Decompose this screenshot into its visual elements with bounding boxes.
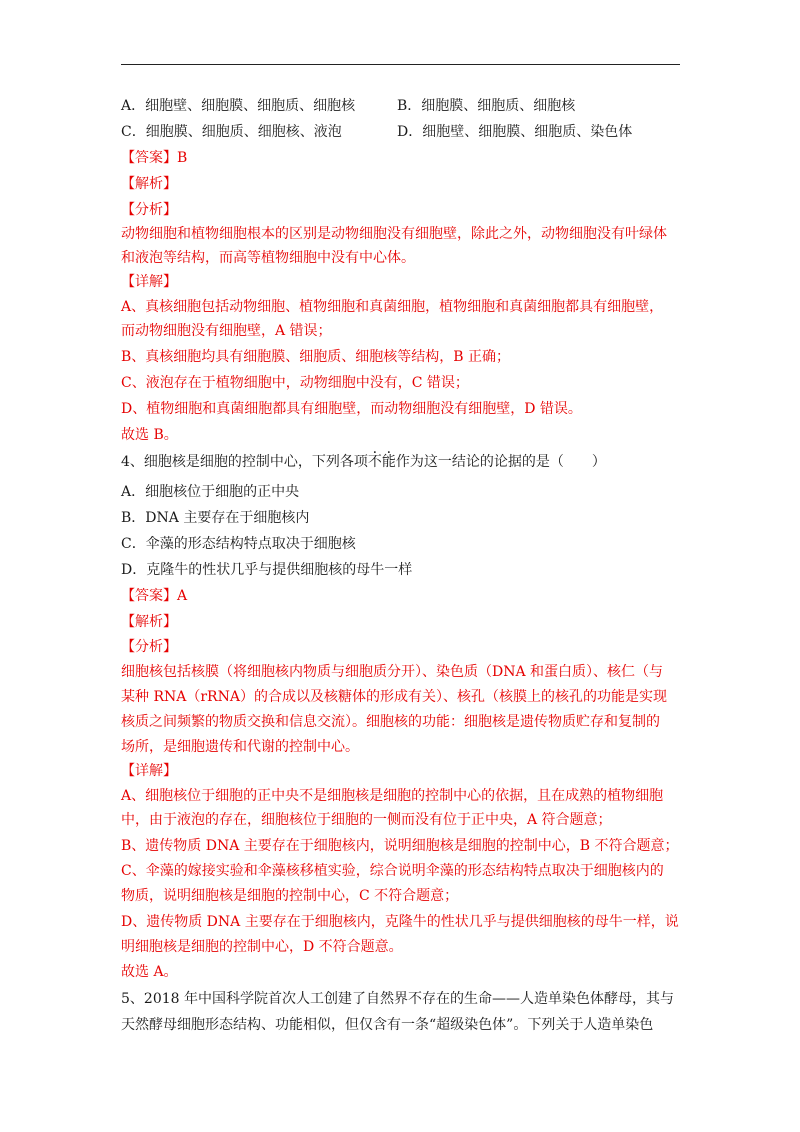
- q4-option-a: A．细胞核位于细胞的正中央: [121, 484, 300, 500]
- q3-xiangjie-tag: 【详解】: [121, 274, 177, 290]
- q3-option-c: C．细胞膜、细胞质、细胞核、液泡: [121, 124, 342, 140]
- q3-detail-line: D、植物细胞和真菌细胞都具有细胞壁，而动物细胞没有细胞壁，D 错误。: [121, 401, 582, 417]
- q4-detail-line: 明细胞核是细胞的控制中心，D 不符合题意。: [121, 939, 403, 955]
- q3-analysis-line: 动物细胞和植物细胞根本的区别是动物细胞没有细胞壁，除此之外，动物细胞没有叶绿体: [121, 226, 667, 242]
- q4-stem-emphasis: 不: [367, 454, 382, 470]
- q4-analysis-line: 细胞核包括核膜（将细胞核内物质与细胞质分开）、染色质（DNA 和蛋白质）、核仁（与: [121, 664, 664, 680]
- q4-fenxi-tag: 【分析】: [121, 639, 177, 655]
- q4-detail-line: C、伞藻的嫁接实验和伞藻核移植实验，综合说明伞藻的形态结构特点取决于细胞核内的: [121, 863, 664, 879]
- q3-answer: [121, 148, 187, 168]
- q4-stem-post: 作为这一结论的论据的是（ ）: [395, 454, 606, 470]
- q3-detail-line: 而动物细胞没有细胞壁，A 错误；: [121, 323, 332, 339]
- q4-stem-pre: 4、细胞核是细胞的控制中心，下列各项: [121, 454, 368, 470]
- q4-conclusion: 故选 A。: [121, 964, 178, 980]
- answer-value: A: [177, 588, 188, 604]
- q3-option-a: A．细胞壁、细胞膜、细胞质、细胞核: [121, 98, 356, 114]
- answer-tag: 【答案】: [121, 150, 177, 166]
- q4-option-c: C．伞藻的形态结构特点取决于细胞核: [121, 536, 356, 552]
- answer-tag: 【答案】: [121, 588, 177, 604]
- q4-analysis-line: 场所，是细胞遗传和代谢的控制中心。: [121, 739, 359, 755]
- q3-detail-line: B、真核细胞均具有细胞膜、细胞质、细胞核等结构，B 正确；: [121, 349, 511, 365]
- q4-detail-line: 物质，说明细胞核是细胞的控制中心，C 不符合题意；: [121, 888, 459, 904]
- q4-analysis-line: 核质之间频繁的物质交换和信息交流）。细胞核的功能：细胞核是遗传物质贮存和复制的: [121, 714, 660, 730]
- q4-option-b: B．DNA 主要存在于细胞核内: [121, 510, 310, 526]
- q3-analysis-line: 和液泡等结构，而高等植物细胞中没有中心体。: [121, 250, 415, 266]
- q4-xiangjie-tag: 【详解】: [121, 763, 177, 779]
- q3-detail-line: C、液泡存在于植物细胞中，动物细胞中没有，C 错误；: [121, 375, 469, 391]
- header-rule: [121, 64, 680, 65]
- q3-fenxi-tag: 【分析】: [121, 202, 177, 218]
- q4-option-d: D．克隆牛的性状几乎与提供细胞核的母牛一样: [121, 562, 413, 578]
- q4-detail-line: 中，由于液泡的存在，细胞核位于细胞的一侧而没有位于正中央，A 符合题意；: [121, 812, 612, 828]
- q3-option-d: D．细胞壁、细胞膜、细胞质、染色体: [397, 124, 633, 140]
- q4-stem: [121, 452, 606, 472]
- q3-jiexi-tag: 【解析】: [121, 176, 177, 192]
- q4-detail-line: D、遗传物质 DNA 主要存在于细胞核内，克隆牛的性状几乎与提供细胞核的母牛一样，说: [121, 914, 679, 930]
- q5-stem-line: 天然酵母细胞形态结构、功能相似，但仅含有一条“超级染色体”。下列关于人造单染色: [121, 1017, 654, 1033]
- q4-detail-line: B、遗传物质 DNA 主要存在于细胞核内，说明细胞核是细胞的控制中心，B 不符合题意；: [121, 838, 679, 854]
- q3-conclusion: 故选 B。: [121, 427, 178, 443]
- q4-stem-emphasis: 能: [381, 454, 396, 470]
- q5-stem-line: 5、2018 年中国科学院首次人工创建了自然界不存在的生命——人造单染色体酵母，其与: [121, 991, 674, 1007]
- answer-value: B: [177, 150, 188, 166]
- q4-detail-line: A、细胞核位于细胞的正中央不是细胞核是细胞的控制中心的依据，且在成熟的植物细胞: [121, 788, 664, 804]
- q4-analysis-line: 某种 RNA（rRNA）的合成以及核糖体的形成有关）、核孔（核膜上的核孔的功能是实现: [121, 689, 667, 705]
- q4-answer: [121, 586, 187, 606]
- q4-jiexi-tag: 【解析】: [121, 614, 177, 630]
- q3-option-b: B．细胞膜、细胞质、细胞核: [397, 98, 576, 114]
- q3-detail-line: A、真核细胞包括动物细胞、植物细胞和真菌细胞，植物细胞和真菌细胞都具有细胞壁，: [121, 299, 664, 315]
